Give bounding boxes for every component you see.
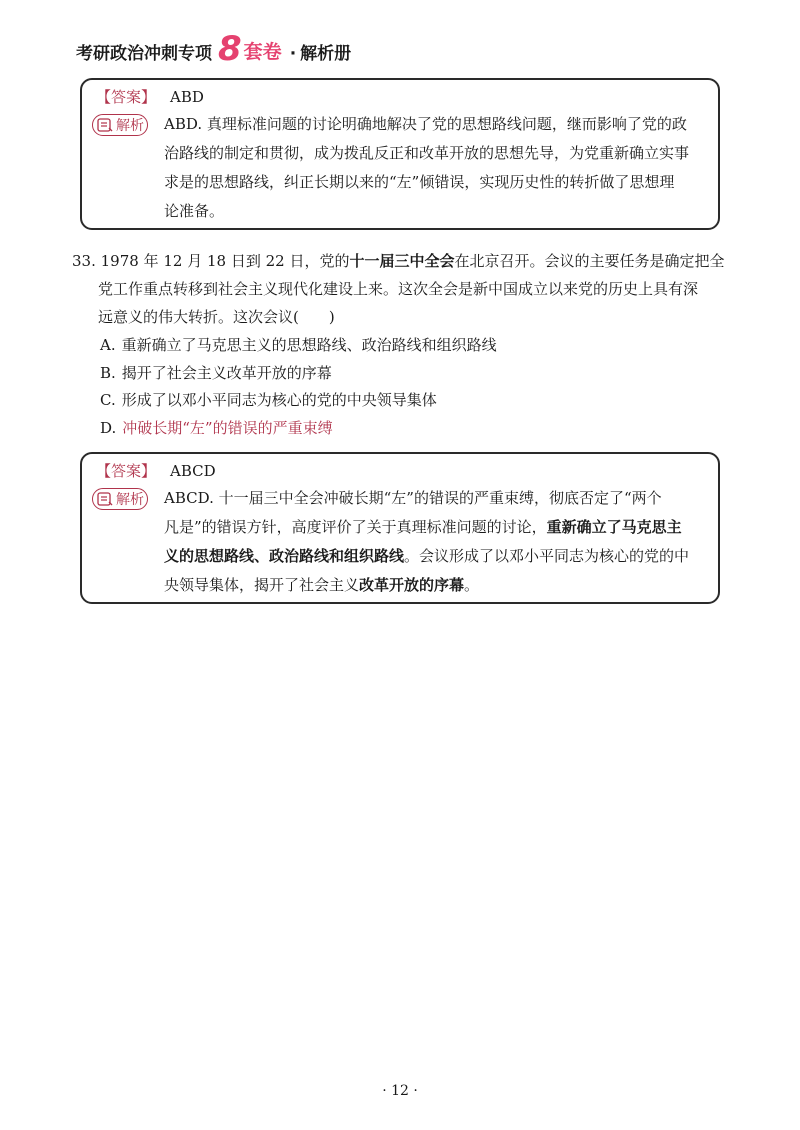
analysis-label: 解析 bbox=[116, 118, 144, 134]
analysis-line: ABD. 真理标准问题的讨论明确地解决了党的思想路线问题，继而影响了党的政 bbox=[164, 115, 687, 133]
answer-label: 【答案】 bbox=[96, 462, 157, 480]
stem-text: 1978 年 12 月 18 日到 22 日，党的 bbox=[100, 252, 350, 270]
header-subtitle: 解析册 bbox=[300, 44, 352, 64]
option-text: 重新确立了马克思主义的思想路线、政治路线和组织路线 bbox=[121, 336, 497, 354]
answer-value: ABD bbox=[170, 88, 204, 106]
question-number: 33. bbox=[72, 252, 96, 270]
analysis-line bbox=[164, 542, 702, 571]
analysis-line bbox=[164, 513, 702, 542]
question-stem-line bbox=[72, 247, 732, 275]
option-d[interactable] bbox=[100, 414, 333, 442]
brand-word: 套卷 bbox=[243, 41, 282, 63]
analysis-emphasis: 重新确立了马克思主 bbox=[546, 518, 682, 536]
analysis-label: 解析 bbox=[116, 492, 144, 508]
page-header bbox=[76, 29, 352, 69]
stem-emphasis: 十一届三中全会 bbox=[349, 252, 455, 270]
question-33 bbox=[72, 247, 732, 331]
analysis-line: 治路线的制定和贯彻，成为拨乱反正和改革开放的思想先导，为党重新确立实事 bbox=[164, 144, 690, 162]
analysis-segment: 央领导集体，揭开了社会主义 bbox=[164, 576, 360, 594]
option-text: 揭开了社会主义改革开放的序幕 bbox=[121, 364, 332, 382]
answer-line bbox=[96, 460, 216, 482]
analysis-text bbox=[164, 484, 702, 600]
notebook-icon bbox=[97, 118, 113, 132]
option-text: 冲破长期“左”的错误的严重束缚 bbox=[122, 419, 333, 437]
option-letter: D. bbox=[100, 419, 117, 437]
answer-line bbox=[96, 86, 204, 108]
analysis-segment: 凡是”的错误方针，高度评价了关于真理标准问题的讨论， bbox=[164, 518, 547, 536]
analysis-emphasis: 改革开放的序幕 bbox=[359, 576, 465, 594]
analysis-line: 求是的思想路线，纠正长期以来的“左”倾错误，实现历史性的转折做了思想理 bbox=[164, 173, 675, 191]
option-c[interactable] bbox=[100, 386, 437, 414]
analysis-badge bbox=[92, 114, 148, 136]
option-letter: A. bbox=[100, 336, 116, 354]
answer-box-32 bbox=[80, 78, 720, 230]
option-text: 形成了以邓小平同志为核心的党的中央领导集体 bbox=[121, 391, 437, 409]
question-stem-line: 远意义的伟大转折。这次会议( ) bbox=[98, 308, 335, 326]
option-b[interactable] bbox=[100, 359, 332, 387]
analysis-segment: 。 bbox=[464, 576, 480, 594]
option-letter: C. bbox=[100, 391, 116, 409]
option-letter: B. bbox=[100, 364, 116, 382]
stem-text: 在北京召开。会议的主要任务是确定把全 bbox=[454, 252, 725, 270]
answer-label: 【答案】 bbox=[96, 88, 157, 106]
header-separator: · bbox=[289, 44, 297, 64]
analysis-line bbox=[164, 571, 702, 600]
analysis-line: ABCD. 十一届三中全会冲破长期“左”的错误的严重束缚，彻底否定了“两个 bbox=[164, 489, 662, 507]
notebook-icon bbox=[97, 492, 113, 506]
analysis-emphasis: 义的思想路线、政治路线和组织路线 bbox=[164, 547, 405, 565]
page-number: · 12 · bbox=[382, 1083, 418, 1099]
answer-value: ABCD bbox=[170, 462, 216, 480]
option-a[interactable] bbox=[100, 331, 497, 359]
brand-number: 8 bbox=[218, 29, 242, 69]
analysis-line: 论准备。 bbox=[164, 202, 225, 220]
answer-box-33 bbox=[80, 452, 720, 604]
question-stem-line: 党工作重点转移到社会主义现代化建设上来。这次全会是新中国成立以来党的历史上具有深 bbox=[98, 280, 699, 298]
analysis-text bbox=[164, 110, 702, 226]
analysis-segment: 。会议形成了以邓小平同志为核心的党的中 bbox=[404, 547, 690, 565]
analysis-badge bbox=[92, 488, 148, 510]
header-title: 考研政治冲刺专项 bbox=[76, 44, 212, 64]
